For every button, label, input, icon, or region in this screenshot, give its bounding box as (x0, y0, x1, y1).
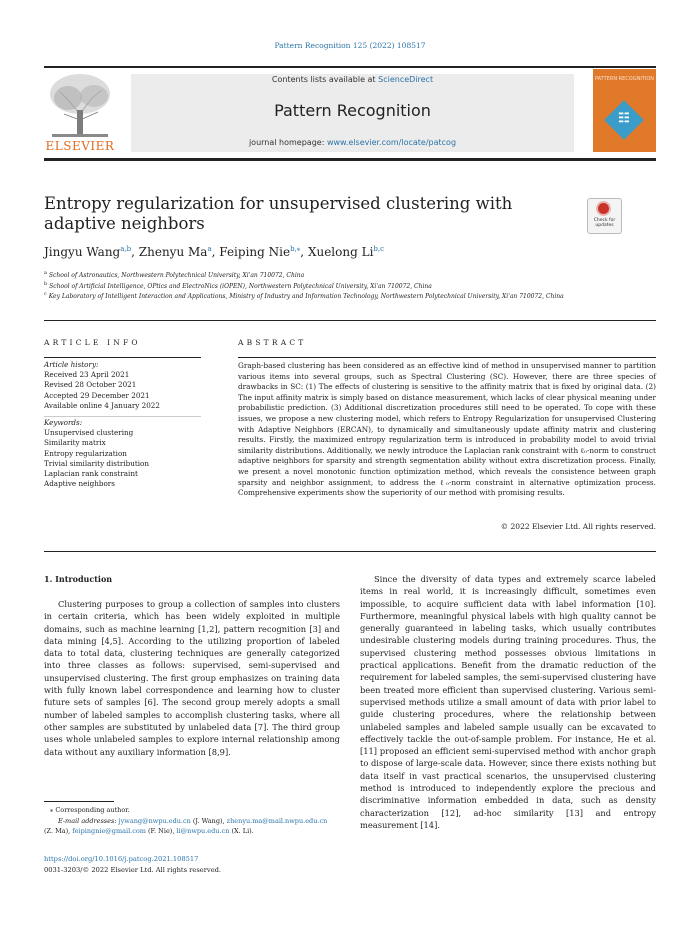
author-name: Jingyu Wang (44, 245, 121, 259)
author-name: Feiping Nie (219, 245, 291, 259)
affiliation-mark: c (44, 291, 47, 297)
history-item: Available online 4 January 2022 (44, 400, 160, 410)
history-item: Received 23 April 2021 (44, 370, 130, 380)
footnotes (44, 805, 344, 837)
keyword: Laplacian rank constraint (44, 469, 138, 479)
issn-line: 0031-3203/© 2022 Elsevier Ltd. All rights reserved. (44, 866, 222, 874)
keywords-rule (44, 416, 201, 417)
abstract-heading: ABSTRACT (238, 338, 307, 347)
email-owner: (X. Li). (229, 827, 254, 835)
check-updates-icon (596, 201, 611, 216)
cover-title: PATTERN RECOGNITION (594, 76, 655, 82)
article-title: Entropy regularization for unsupervised clustering with adaptive neighbors (44, 194, 513, 233)
keywords-list (44, 418, 204, 489)
contents-line (131, 75, 574, 84)
abstract-rule (238, 357, 656, 358)
author-affil-link[interactable]: b,c (373, 245, 385, 253)
header-top-rule (44, 66, 656, 68)
keyword: Unsupervised clustering (44, 428, 134, 438)
email-label: E-mail addresses: (58, 816, 119, 825)
sciencedirect-link[interactable]: ScienceDirect (378, 75, 434, 84)
author-name: Zhenyu Ma (138, 245, 208, 259)
affiliation (44, 289, 569, 302)
section-divider (44, 320, 656, 321)
article-info-rule (44, 357, 201, 358)
article-info-heading: ARTICLE INFO (44, 338, 141, 347)
keyword: Similarity matrix (44, 438, 106, 448)
email-link[interactable]: jywang@nwpu.edu.cn (118, 816, 191, 825)
body-column-left (44, 598, 340, 758)
email-link[interactable]: feipingnie@gmail.com (72, 827, 146, 835)
affiliation-mark: a (44, 270, 47, 276)
affiliation-text: School of Artificial Intelligence, OPtics and ElectroNics (iOPEN), Northwestern Polytechnical University, Xi'an 710072, China (49, 283, 432, 290)
homepage-prefix: journal homepage: (248, 138, 327, 147)
contents-prefix: Contents lists available at (271, 75, 379, 84)
email-link[interactable]: li@nwpu.edu.cn (176, 827, 230, 835)
body-column-right (360, 573, 656, 831)
journal-homepage-link[interactable]: www.elsevier.com/locate/patcog (326, 138, 457, 147)
doi-link[interactable]: https://doi.org/10.1016/j.patcog.2021.108517 (44, 855, 199, 863)
cover-emblem-icon: ☷ (618, 111, 630, 126)
email-owner: (Z. Ma), (44, 827, 73, 835)
keyword: Trivial similarity distribution (44, 458, 149, 468)
affiliation-text: School of Astronautics, Northwestern Polytechnical University, Xi'an 710072, China (48, 272, 305, 279)
keyword: Entropy regularization (44, 448, 127, 458)
author-affil-link[interactable]: b,⁎ (290, 245, 301, 253)
check-updates-label: Check for updates (593, 218, 616, 228)
email-addresses (44, 816, 344, 827)
keywords-label: Keywords: (44, 418, 83, 427)
abstract-copyright: © 2022 Elsevier Ltd. All rights reserved. (500, 522, 656, 531)
header-bottom-rule (44, 158, 656, 161)
history-label: Article history: (44, 360, 99, 369)
author-name: Xuelong Li (307, 245, 374, 259)
elsevier-wordmark: ELSEVIER (45, 139, 115, 153)
history-item: Accepted 29 December 2021 (44, 390, 150, 400)
section-divider (44, 551, 656, 552)
body-paragraph: Clustering purposes to group a collection of samples into clusters in certain criteria, which has been widely exploited in multiple domains, such as machine learning [1,2], pattern recognition [3] and data mining [4,5]. According to the utilizing proportion of labeled data to total data, clustering techniques are generally categorized into three classes as follows: supervised, semi-supervised and unsupervised clustering. The first group emphasizes on training data with fully known label correspondence and learning how to cluster future sets of samples [6]. The second group merely adopts a small number of labeled samples to accomplish clustering tasks, where all other samples are substituted by unlabeled data [7]. The third group uses whole unlabeled samples to explore internal relationship among data without any auxiliary information [8,9]. (44, 599, 340, 757)
section-heading-introduction: 1. Introduction (44, 574, 113, 584)
journal-name: Pattern Recognition (274, 101, 431, 120)
abstract-text: Graph-based clustering has been considered as an effective kind of method in unsupervised manner to partition various items into several groups, such as Spectral Clustering (SC). However, there are three species of drawbacks in SC: (1) The effects of clustering is sensitive to the affinity matrix that is fixed by original data. (2) The input affinity matrix is simply based on distance measurement, which lacks of clear physical meaning under probabilistic prediction. (3) Additional discretization procedures still need to be operated. To cope with these issues, we propose a new clustering model, which refers to Entropy Regularization for unsupervised Clustering with Adaptive Neighbors (ERCAN), to dynamically and simultaneously update affinity matrix and clustering results. Firstly, the maximized entropy regularization term is introduced in probability model to avoid trivial similarity distributions. Additionally, we newly introduce the Laplacian rank constraint with ℓ₀-norm to construct adaptive neighbors for sparsity and strength segmentation ability without extra discretization process. Finally, we present a novel monotonic function optimization method, which reveals the consistence between graph sparsity and neighbor assignment, to address the ℓ₀-norm constraint in alternative optimization process. Comprehensive experiments show the superiority of our method with promising results. (238, 361, 656, 498)
email-link[interactable]: zhenyu.ma@mail.nwpu.edu.cn (226, 816, 328, 825)
corresponding-author-note: ⁎ Corresponding author. (50, 806, 130, 814)
article-history (44, 360, 204, 411)
journal-citation[interactable]: Pattern Recognition 125 (2022) 108517 (274, 41, 426, 50)
history-item: Revised 28 October 2021 (44, 380, 137, 390)
author-list: Jingyu Wang$^{a,b}$, Zhenyu Ma$^a$, Feiping Nie$^{b,⁎}$, Xuelong Li$^{b,c}$ (44, 245, 385, 259)
author-affil-link[interactable]: a,b (120, 245, 132, 253)
email-addresses-cont (44, 826, 344, 837)
footnote-rule (44, 801, 114, 802)
affiliation-text: Key Laboratory of Intelligent Interaction and Applications, Ministry of Industry and Information Technology, Northwestern Polytechnical University, Xi'an 710072, China (48, 293, 564, 300)
author-affil-link[interactable]: a (207, 245, 212, 253)
affiliation-mark: b (44, 281, 48, 287)
email-owner: (J. Wang), (190, 816, 227, 825)
homepage-line (131, 138, 574, 147)
keyword: Adaptive neighbors (44, 479, 115, 489)
email-owner: (F. Nie), (145, 827, 177, 835)
body-paragraph: Since the diversity of data types and extremely scarce labeled items in real world, it is increasingly difficult, sometimes even impossible, to acquire sufficient data with label information [10]. Furthermore, meaningful physical labels with high quality cannot be generally guaranteed in labeling tasks, which usually contributes undesirable clustering models during training procedures. Thus, the supervised clustering method possesses obvious limitations in practical applications. Benefit from the dramatic reduction of the requirement for labeled samples, the semi-supervised clustering have been treated more efficient than supervised clustering. Various semi-supervised methods utilize a small amount of data with prior label to guide clustering procedures, where the relationship between unlabeled samples and labeled sample usually can be excavated to effectively tackle the out-of-sample problem. For instance, He et al. [11] proposed an efficient semi-supervised method with anchor graph to dispose of large-scale data. However, since there exists nothing but data itself in vast practical scenarios, the unsupervised clustering method is introduced to independently explore the precious and discriminative information embedded in data, such as density characterization [12], ad-hoc similarity [13] and entropy measurement [14]. (360, 574, 656, 830)
